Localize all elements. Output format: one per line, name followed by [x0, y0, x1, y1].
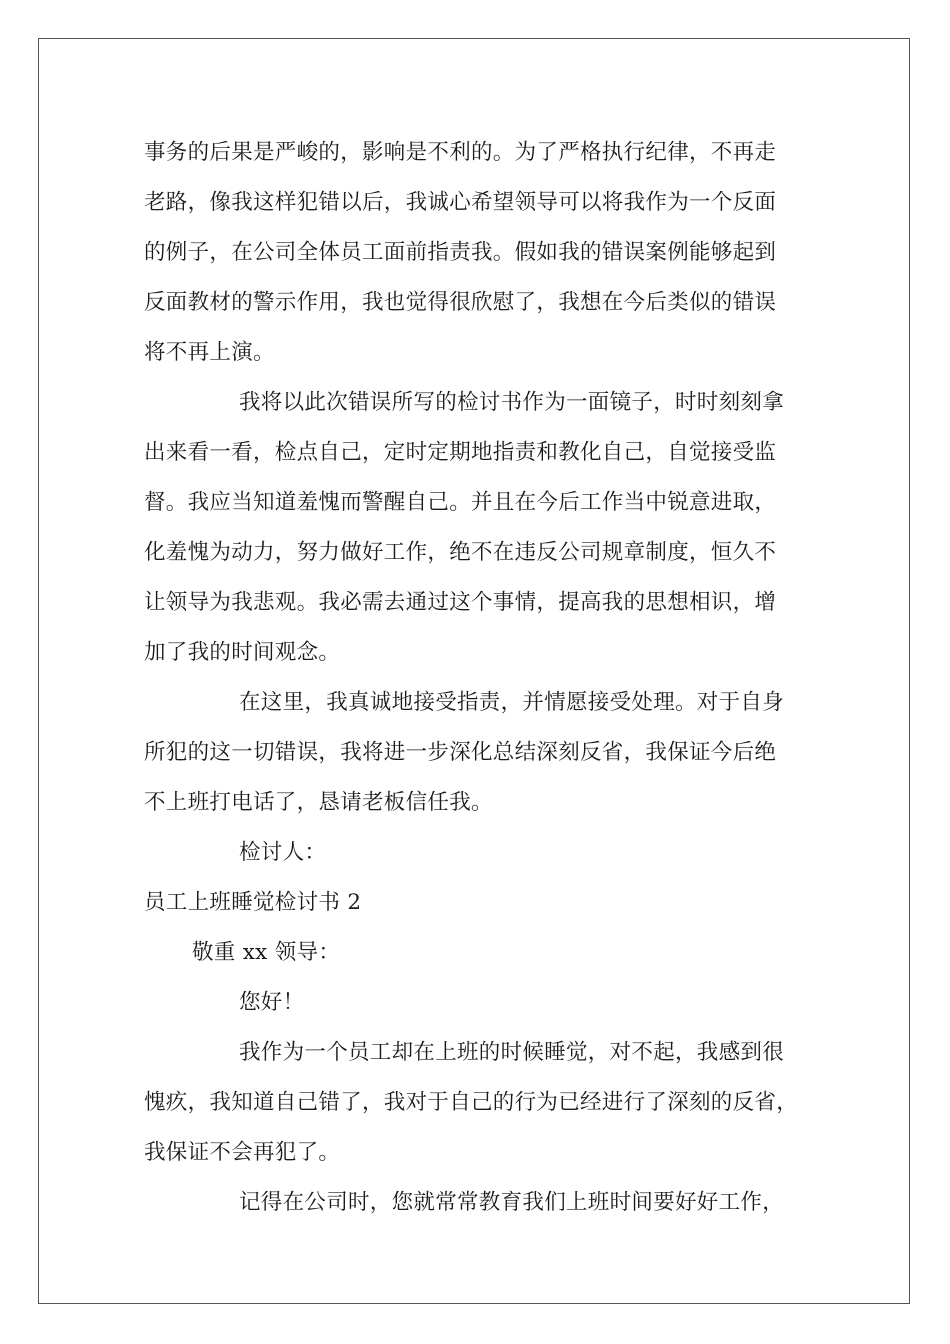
paragraph-start-line: 记得在公司时，您就常常教育我们上班时间要好好工作， — [239, 1190, 785, 1215]
section-heading: 员工上班睡觉检讨书 2 — [144, 890, 362, 915]
text-line: 所犯的这一切错误，我将进一步深化总结深刻反省，我保证今后绝 — [144, 740, 777, 765]
text-line: 出来看一看，检点自己，定时定期地指责和教化自己，自觉接受监 — [144, 440, 777, 465]
text-line: 事务的后果是严峻的，影响是不利的。为了严格执行纪律，不再走 — [144, 140, 777, 165]
text-line: 将不再上演。 — [144, 340, 275, 365]
text-line: 督。我应当知道羞愧而警醒自己。并且在今后工作当中锐意进取， — [144, 490, 777, 515]
paragraph-start-line: 我作为一个员工却在上班的时候睡觉，对不起，我感到很 — [239, 1040, 785, 1065]
salutation: 敬重 xx 领导： — [192, 940, 341, 965]
text-line: 加了我的时间观念。 — [144, 640, 341, 665]
greeting: 您好！ — [239, 990, 305, 1015]
text-line: 反面教材的警示作用，我也觉得很欣慰了，我想在今后类似的错误 — [144, 290, 777, 315]
text-line: 的例子，在公司全体员工面前指责我。假如我的错误案例能够起到 — [144, 240, 777, 265]
text-line: 化羞愧为动力，努力做好工作，绝不在违反公司规章制度，恒久不 — [144, 540, 777, 565]
paragraph-start-line: 在这里，我真诚地接受指责，并情愿接受处理。对于自身 — [239, 690, 785, 715]
paragraph-start-line: 我将以此次错误所写的检讨书作为一面镜子，时时刻刻拿 — [239, 390, 785, 415]
text-line: 让领导为我悲观。我必需去通过这个事情，提高我的思想相识，增 — [144, 590, 777, 615]
signature-label: 检讨人： — [239, 840, 327, 865]
document-body — [144, 128, 812, 1228]
text-line: 不上班打电话了，恳请老板信任我。 — [144, 790, 493, 815]
text-line: 愧疚，我知道自己错了，我对于自己的行为已经进行了深刻的反省， — [144, 1090, 799, 1115]
text-line: 老路，像我这样犯错以后，我诚心希望领导可以将我作为一个反面 — [144, 190, 777, 215]
text-line: 我保证不会再犯了。 — [144, 1140, 341, 1165]
